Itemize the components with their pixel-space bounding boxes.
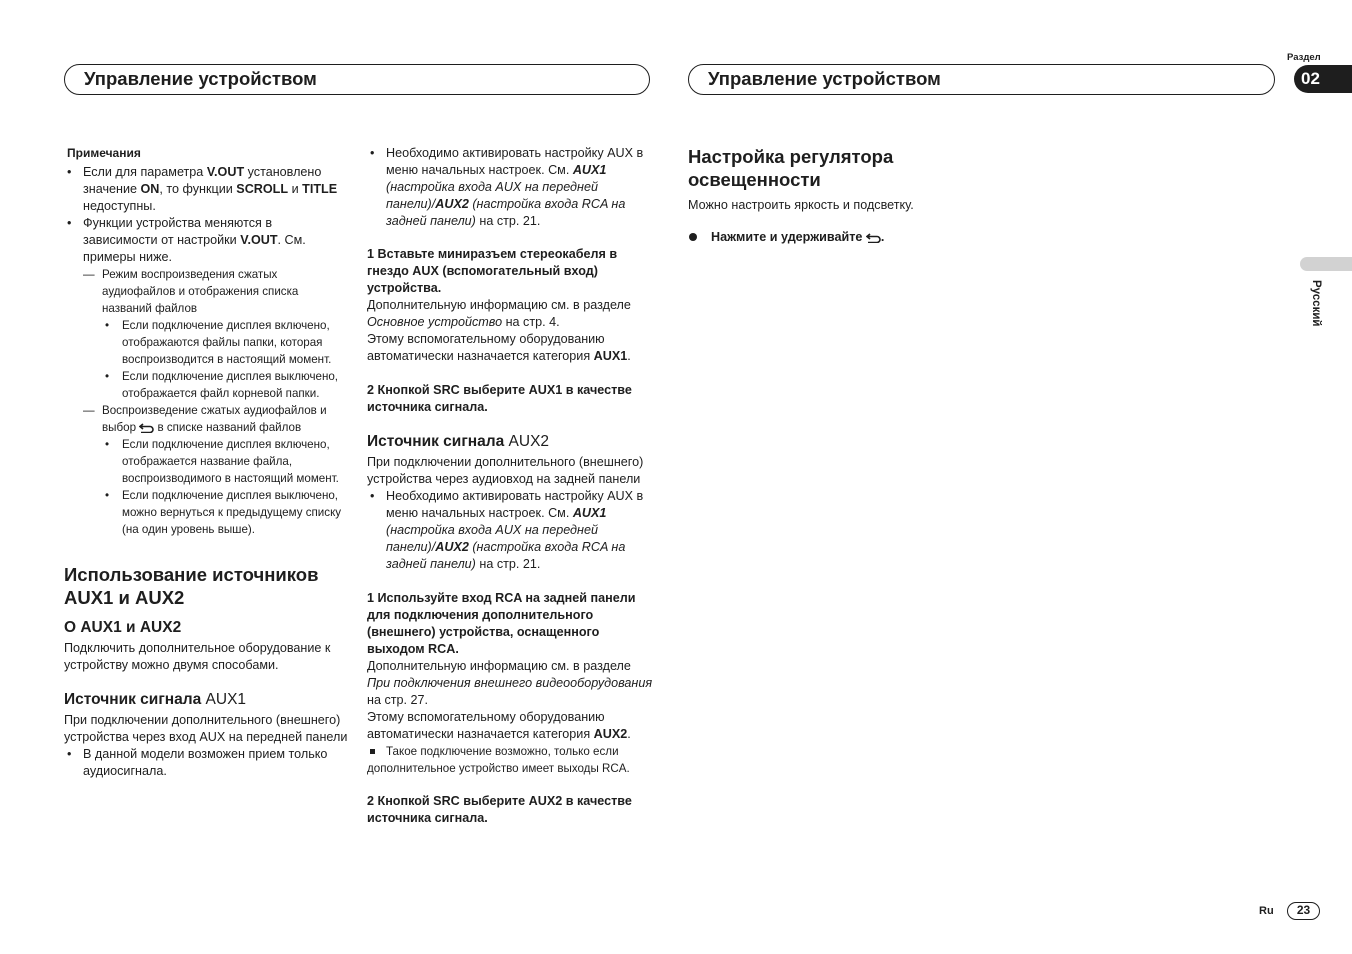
note-subbullet: • Если подключение дисплея включено, отображаются файлы папки, которая воспроизводится в настоящий момент.	[64, 317, 348, 368]
page-number-badge	[1287, 902, 1320, 920]
note-subitem: — Воспроизведение сжатых аудиофайлов и выбор в списке названий файлов	[64, 402, 348, 436]
column-3	[688, 145, 988, 246]
paragraph: Дополнительную информацию см. в разделе При подключения внешнего видеооборудования на стр. 27. Этому вспомогательному оборудованию автоматически назначается категория AUX2.	[367, 659, 653, 741]
note-item: • Если для параметра V.OUT установлено значение ON, то функции SCROLL и TITLE недоступны.	[64, 164, 348, 215]
bullet-item: • Необходимо активировать настройку AUX в меню начальных настроек. См. AUX1 (настройка входа AUX на передней панели)/AUX2 (настройка входа RCA на задней панели) на стр. 21.	[367, 145, 653, 230]
return-icon	[139, 423, 154, 433]
bullet-dot-icon	[689, 233, 697, 241]
subsection-title: О AUX1 и AUX2	[64, 619, 182, 636]
page-header-right: Управление устройством	[688, 64, 1275, 95]
paragraph: Можно настроить яркость и подсветку.	[688, 198, 914, 212]
page-number: 23	[1296, 903, 1311, 917]
bullet-item: • В данной модели возможен прием только аудиосигнала.	[64, 746, 348, 780]
section-title: Использование источников AUX1 и AUX2	[64, 564, 319, 608]
paragraph: При подключении дополнительного (внешнего) устройства через вход AUX на передней панели	[64, 713, 348, 744]
subsection-title: Источник сигнала AUX1	[64, 691, 247, 708]
paragraph: Подключить дополнительное оборудование к устройству можно двумя способами.	[64, 641, 331, 672]
note-subitem: — Режим воспроизведения сжатых аудиофайлов и отображения списка названий файлов	[64, 266, 348, 317]
step-2: 2 Кнопкой SRC выберите AUX2 в качестве источника сигнала.	[367, 794, 632, 825]
note-item: • Функции устройства меняются в зависимости от настройки V.OUT. См. примеры ниже.	[64, 215, 348, 266]
step-1: 1 Используйте вход RCA на задней панели для подключения дополнительного (внешнего) устройства, оснащенного выходом RCA.	[367, 591, 636, 656]
note-subbullet: • Если подключение дисплея включено, отображается название файла, воспроизводимого в настоящий момент.	[64, 436, 348, 487]
paragraph: Дополнительную информацию см. в разделе Основное устройство на стр. 4. Этому вспомогательному оборудованию автоматически назначается категория AUX1.	[367, 298, 631, 363]
return-icon	[866, 233, 881, 243]
note-subbullet: • Если подключение дисплея выключено, можно вернуться к предыдущему списку (на один уровень выше).	[64, 487, 348, 538]
note-subbullet: • Если подключение дисплея выключено, отображается файл корневой папки.	[64, 368, 348, 402]
column-1	[64, 145, 348, 780]
page-header-left: Управление устройством	[64, 64, 650, 95]
footer-lang: Ru	[1259, 905, 1274, 917]
column-2	[367, 145, 653, 827]
note-item: Такое подключение возможно, только если дополнительное устройство имеет выходы RCA.	[367, 743, 653, 777]
section-number: 02	[1301, 69, 1320, 88]
bullet-item: • Необходимо активировать настройку AUX в меню начальных настроек. См. AUX1 (настройка входа AUX на передней панели)/AUX2 (настройка входа RCA на задней панели) на стр. 21.	[367, 488, 653, 573]
action-step: Нажмите и удерживайте .	[688, 229, 988, 246]
notes-title: Примечания	[67, 146, 141, 160]
section-label: Раздел	[1287, 52, 1321, 63]
language-label: Русский	[1310, 280, 1322, 327]
section-number-badge	[1294, 65, 1352, 93]
subsection-title: Источник сигнала AUX2	[367, 433, 550, 450]
section-title: Настройка регулятора освещенности	[688, 146, 894, 190]
step-2: 2 Кнопкой SRC выберите AUX1 в качестве источника сигнала.	[367, 383, 632, 414]
step-1: 1 Вставьте миниразъем стереокабеля в гнездо AUX (вспомогательный вход) устройства.	[367, 247, 618, 295]
paragraph: При подключении дополнительного (внешнего) устройства через аудиовход на задней панели	[367, 455, 644, 486]
language-tab	[1300, 257, 1352, 271]
